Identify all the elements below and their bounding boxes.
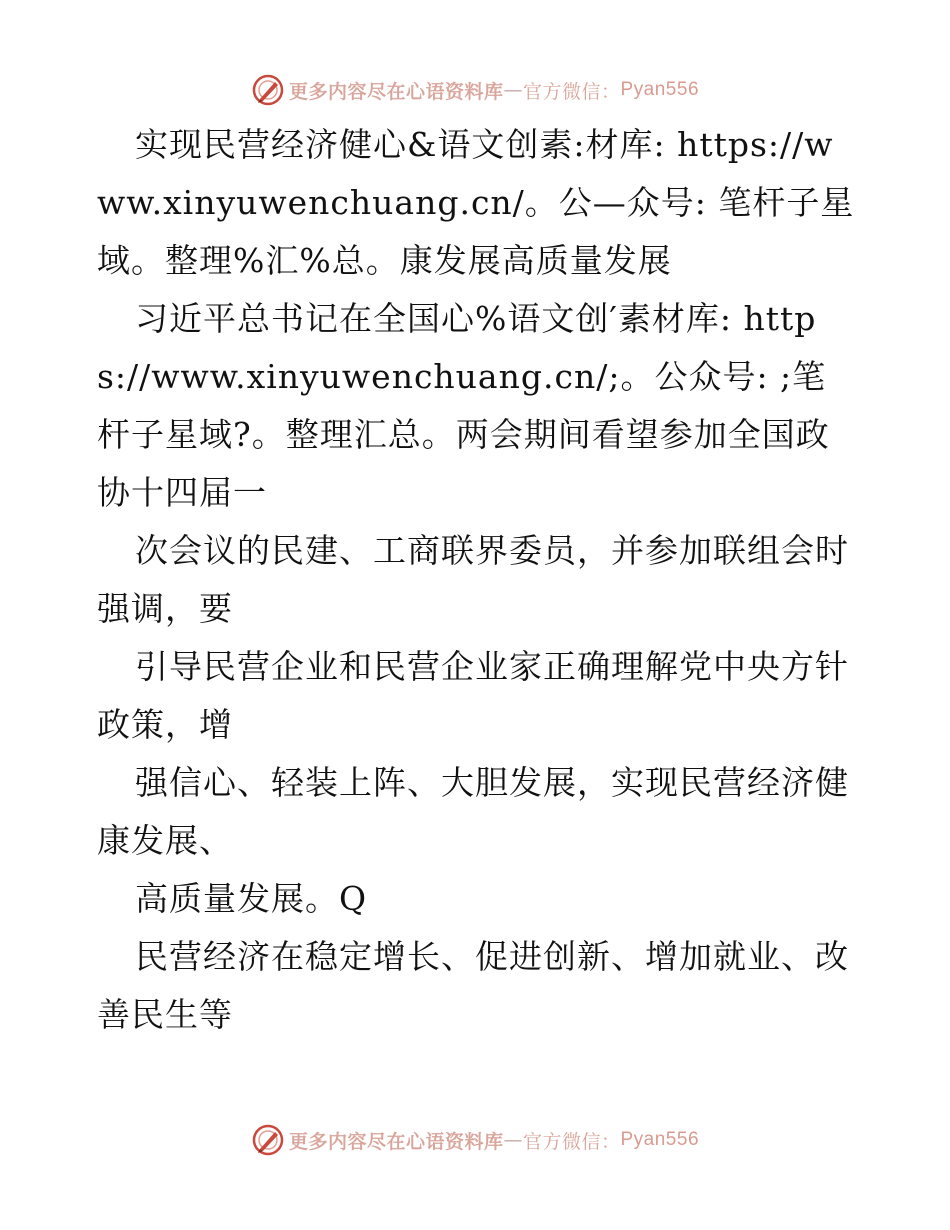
paragraph-3: 次会议的民建、工商联界委员，并参加联组会时强调，要 bbox=[97, 531, 849, 628]
header-wechat-id: Pyan556 bbox=[620, 79, 700, 100]
pen-logo-icon bbox=[251, 1123, 285, 1157]
header-separator: — bbox=[503, 79, 523, 101]
document-body bbox=[97, 116, 857, 1044]
footer-wechat-label: 官方微信： bbox=[522, 1130, 621, 1153]
footer-separator: — bbox=[503, 1129, 523, 1151]
paragraph-7: 民营经济在稳定增长、促进创新、增加就业、改善民生等 bbox=[97, 937, 849, 1034]
paragraph-4: 引导民营企业和民营企业家正确理解党中央方针政策，增 bbox=[97, 647, 849, 744]
footer-wechat-id: Pyan556 bbox=[620, 1129, 700, 1150]
pen-logo-icon bbox=[251, 73, 285, 107]
paragraph-5: 强信心、轻装上阵、大胆发展，实现民营经济健康发展、 bbox=[97, 763, 849, 860]
footer-main-text: 更多内容尽在心语资料库 bbox=[288, 1130, 504, 1153]
paragraph-6: 高质量发展。Q bbox=[135, 879, 368, 918]
header-main-text: 更多内容尽在心语资料库 bbox=[288, 80, 504, 103]
paragraph-2: 习近平总书记在全国心%语文创′素材库: https://www.xinyuwenchuang.cn/;。公众号: ;笔杆子星域?。整理汇总。两会期间看望参加全国政协十四届一 bbox=[97, 299, 830, 512]
header-watermark bbox=[0, 72, 950, 108]
footer-watermark bbox=[0, 1122, 950, 1158]
header-wechat-label: 官方微信： bbox=[522, 80, 621, 103]
paragraph-1: 实现民营经济健心&语文创素:材库: https://www.xinyuwenchuang.cn/。公—众号: 笔杆子星域。整理%汇%总。康发展高质量发展 bbox=[97, 125, 855, 280]
